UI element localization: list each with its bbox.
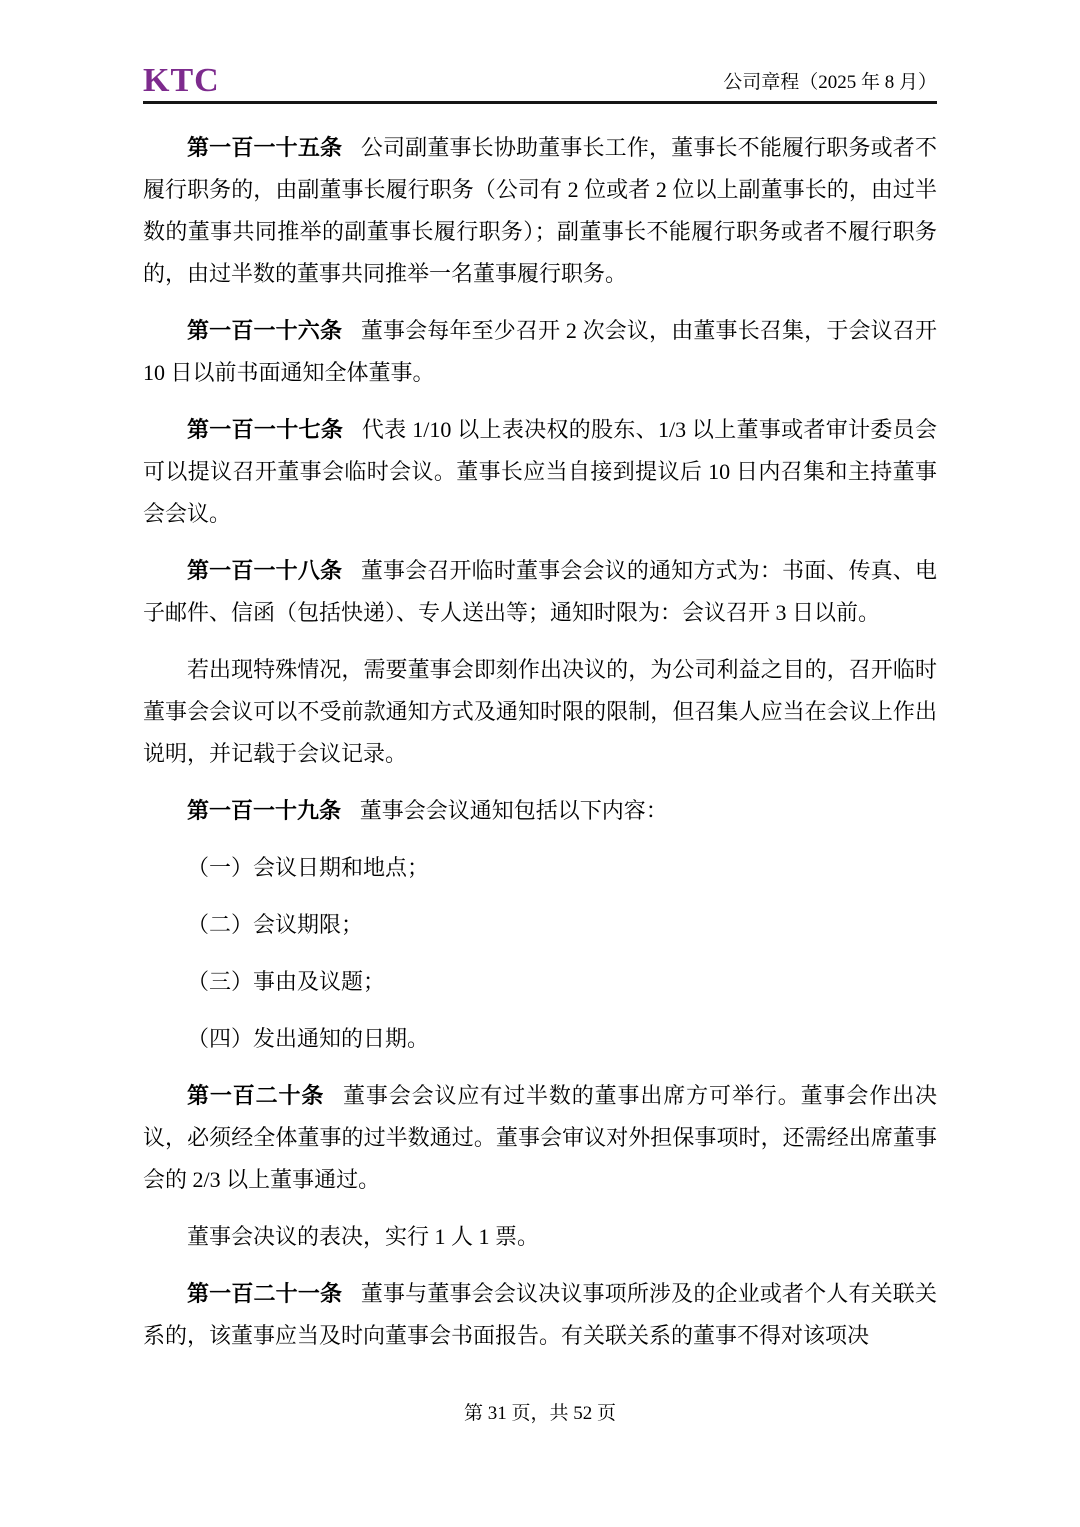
article-number: 第一百二十条 [187, 1083, 325, 1108]
article-text: 董事会决议的表决，实行 1 人 1 票。 [187, 1224, 540, 1249]
paragraph [143, 1273, 937, 1357]
list-item [143, 961, 937, 1003]
article-number: 第一百一十九条 [187, 798, 342, 823]
page-footer [0, 1401, 1080, 1428]
article-text: 代表 1/10 以上表决权的股东、1/3 以上董事或者审计委员会可以提议召开董事会临时会议。董事长应当自接到提议后 10 日内召集和主持董事会会议。 [143, 417, 937, 526]
document-body [143, 112, 937, 1357]
list-item [143, 1018, 937, 1060]
page-header [143, 64, 937, 104]
paragraph [143, 790, 937, 832]
paragraph [143, 409, 937, 535]
article-text: 公司副董事长协助董事长工作，董事长不能履行职务或者不履行职务的，由副董事长履行职务（公司有 2 位或者 2 位以上副董事长的，由过半数的董事共同推举的副董事长履行职务）；副董事长不能履行职务或者不履行职务的，由过半数的董事共同推举一名董事履行职务。 [143, 135, 937, 286]
paragraph [143, 550, 937, 634]
page-number: 第 31 页，共 52 页 [463, 1403, 616, 1424]
article-number: 第一百一十七条 [187, 417, 344, 442]
list-item-text: （一）会议日期和地点； [187, 855, 430, 880]
list-item-text: （三）事由及议题； [187, 969, 386, 994]
brand-logo: KTC [143, 62, 220, 99]
header-title: 公司章程（2025 年 8 月） [723, 72, 937, 94]
article-text: 董事会会议应有过半数的董事出席方可举行。董事会作出决议，必须经全体董事的过半数通过。董事会审议对外担保事项时，还需经出席董事会的 2/3 以上董事通过。 [143, 1083, 937, 1192]
paragraph [143, 310, 937, 394]
list-item-text: （二）会议期限； [187, 912, 364, 937]
list-item [143, 847, 937, 889]
article-text: 董事与董事会会议决议事项所涉及的企业或者个人有关联关系的，该董事应当及时向董事会书面报告。有关联关系的董事不得对该项决 [143, 1281, 937, 1348]
article-number: 第一百一十五条 [187, 135, 343, 160]
paragraph [143, 649, 937, 775]
article-text: 若出现特殊情况，需要董事会即刻作出决议的，为公司利益之目的，召开临时董事会会议可以不受前款通知方式及通知时限的限制，但召集人应当在会议上作出说明，并记载于会议记录。 [143, 657, 937, 766]
list-item-text: （四）发出通知的日期。 [187, 1026, 430, 1051]
article-text: 董事会召开临时董事会会议的通知方式为：书面、传真、电子邮件、信函（包括快递）、专人送出等；通知时限为：会议召开 3 日以前。 [143, 558, 937, 625]
article-text: 董事会会议通知包括以下内容： [359, 798, 668, 823]
article-number: 第一百一十六条 [187, 318, 343, 343]
article-number: 第一百二十一条 [187, 1281, 343, 1306]
paragraph [143, 1216, 937, 1258]
article-text: 董事会每年至少召开 2 次会议，由董事长召集，于会议召开 10 日以前书面通知全体董事。 [143, 318, 937, 385]
article-number: 第一百一十八条 [187, 558, 343, 583]
paragraph [143, 1075, 937, 1201]
list-item [143, 904, 937, 946]
paragraph [143, 127, 937, 295]
